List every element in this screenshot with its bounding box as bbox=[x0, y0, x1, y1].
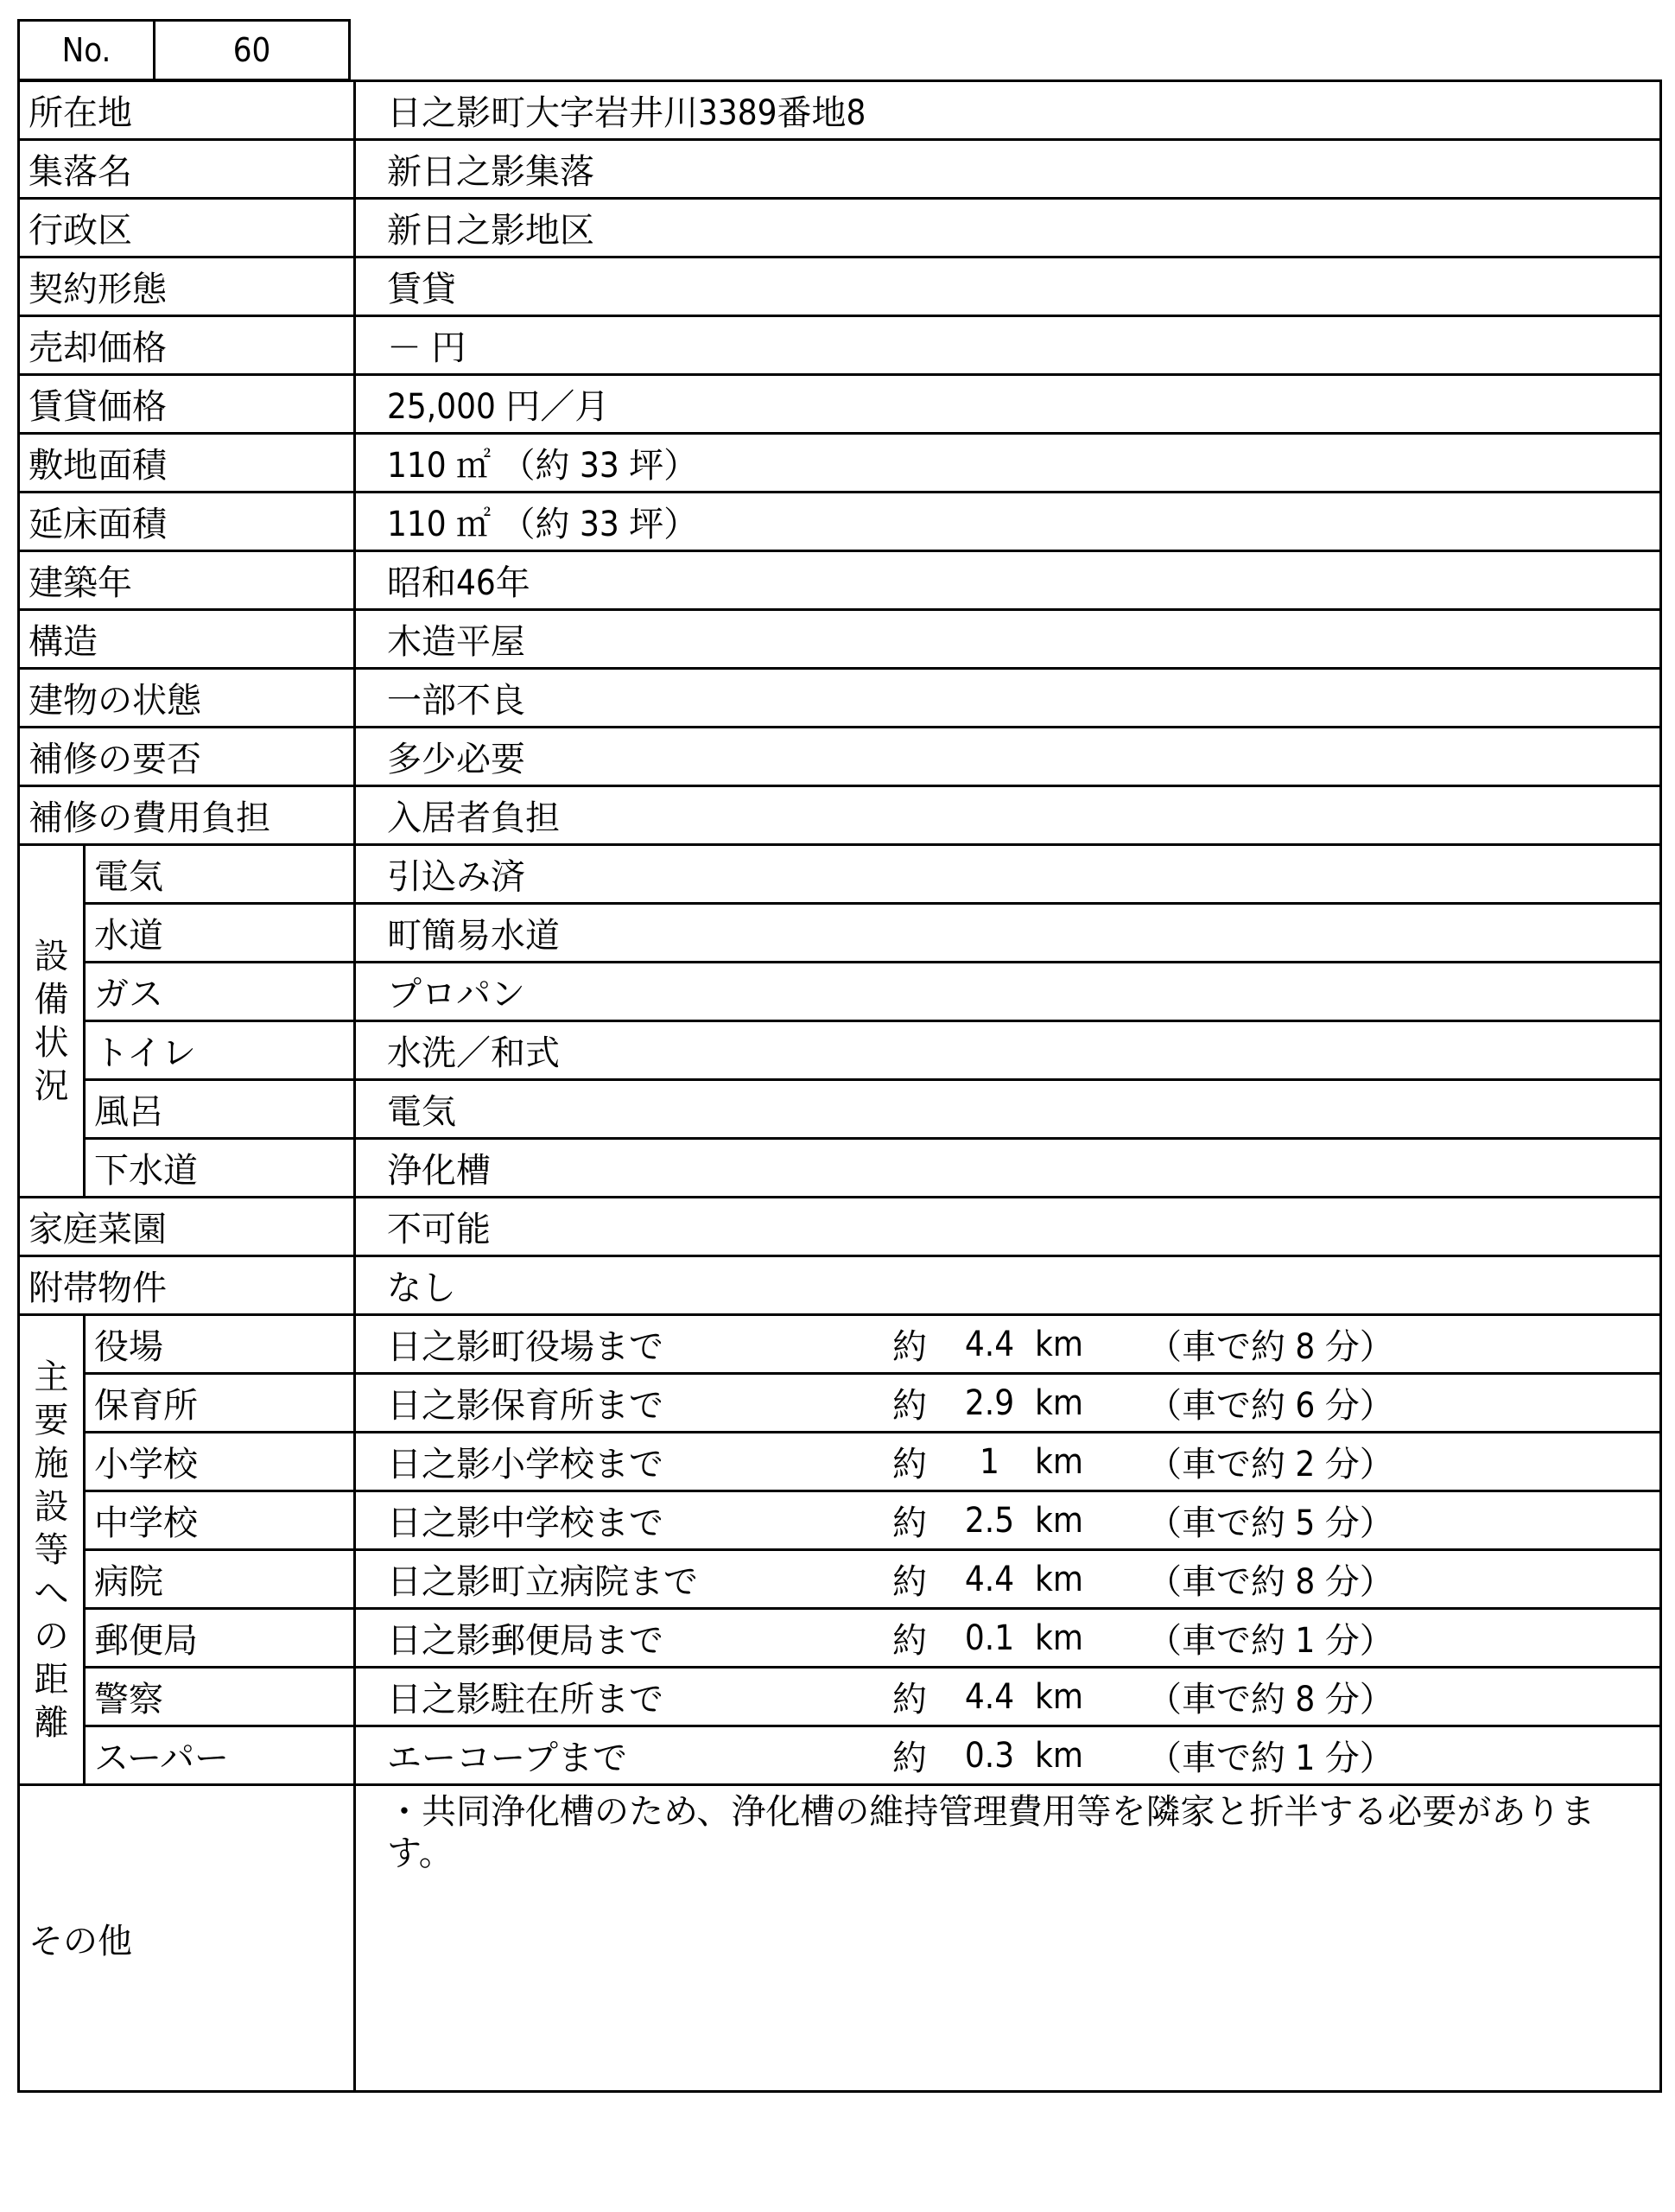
other-row bbox=[19, 1785, 1661, 2092]
facility-value: 電気 bbox=[355, 1080, 1661, 1139]
distance-drive-time: （車で約 8 分） bbox=[1147, 1327, 1394, 1367]
property-table bbox=[17, 79, 1662, 2093]
facility-row bbox=[19, 1021, 1661, 1080]
facility-value: 水洗／和式 bbox=[355, 1021, 1661, 1080]
facility-label: 風呂 bbox=[85, 1080, 355, 1139]
distance-value bbox=[355, 1491, 1661, 1550]
facility-label: トイレ bbox=[85, 1021, 355, 1080]
contract-type-row bbox=[19, 257, 1661, 316]
distance-drive-time: （車で約 1 分） bbox=[1147, 1738, 1394, 1778]
facility-label: 電気 bbox=[85, 845, 355, 904]
distance-unit: km bbox=[1035, 1559, 1083, 1599]
facility-row bbox=[19, 963, 1661, 1021]
distance-km: 4.4 bbox=[964, 1324, 1015, 1364]
distance-km: 1 bbox=[980, 1441, 999, 1482]
garden-row bbox=[19, 1198, 1661, 1256]
distance-label: 中学校 bbox=[85, 1491, 355, 1550]
location-label: 所在地 bbox=[19, 81, 355, 140]
facility-row bbox=[19, 1080, 1661, 1139]
distance-detail bbox=[387, 1727, 1659, 1783]
other-value bbox=[355, 1785, 1661, 2092]
distance-drive-time: （車で約 1 分） bbox=[1147, 1621, 1394, 1661]
facility-row bbox=[19, 845, 1661, 904]
annex-row bbox=[19, 1256, 1661, 1315]
repair-cost-label: 補修の費用負担 bbox=[19, 786, 355, 845]
facility-label: ガス bbox=[85, 963, 355, 1021]
distance-value bbox=[355, 1668, 1661, 1726]
annex-label: 附帯物件 bbox=[19, 1256, 355, 1315]
repair-cost-row bbox=[19, 786, 1661, 845]
sale-price-row bbox=[19, 316, 1661, 375]
distance-row bbox=[19, 1374, 1661, 1433]
land-area-label: 敷地面積 bbox=[19, 434, 355, 493]
facility-value: 浄化槽 bbox=[355, 1139, 1661, 1198]
distance-label: 病院 bbox=[85, 1550, 355, 1609]
facility-row bbox=[19, 904, 1661, 963]
settlement-label: 集落名 bbox=[19, 140, 355, 199]
distance-approx: 約 bbox=[892, 1503, 927, 1543]
distance-label: 保育所 bbox=[85, 1374, 355, 1433]
distance-unit: km bbox=[1035, 1618, 1083, 1658]
distance-row bbox=[19, 1609, 1661, 1668]
other-label: その他 bbox=[19, 1785, 355, 2092]
distance-unit: km bbox=[1035, 1676, 1083, 1717]
distance-row bbox=[19, 1550, 1661, 1609]
distance-label: 警察 bbox=[85, 1668, 355, 1726]
distance-destination: 日之影保育所まで bbox=[387, 1386, 663, 1426]
distance-approx: 約 bbox=[892, 1680, 927, 1719]
district-value: 新日之影地区 bbox=[355, 199, 1661, 257]
distance-km: 0.3 bbox=[964, 1735, 1015, 1776]
building-condition-row bbox=[19, 669, 1661, 728]
distance-row bbox=[19, 1433, 1661, 1491]
repair-need-value: 多少必要 bbox=[355, 728, 1661, 786]
distance-value bbox=[355, 1315, 1661, 1374]
distance-km: 4.4 bbox=[964, 1676, 1015, 1717]
location-row bbox=[19, 81, 1661, 140]
other-note: ・共同浄化槽のため、浄化槽の維持管理費用等を隣家と折半する必要があります。 bbox=[387, 1792, 1596, 1873]
rent-price-label: 賃貸価格 bbox=[19, 375, 355, 434]
distance-value bbox=[355, 1550, 1661, 1609]
facility-row bbox=[19, 1139, 1661, 1198]
settlement-value: 新日之影集落 bbox=[355, 140, 1661, 199]
distance-detail bbox=[387, 1669, 1659, 1725]
garden-value: 不可能 bbox=[355, 1198, 1661, 1256]
distance-unit: km bbox=[1035, 1735, 1083, 1776]
distance-label: 小学校 bbox=[85, 1433, 355, 1491]
distance-row bbox=[19, 1668, 1661, 1726]
distance-detail bbox=[387, 1316, 1659, 1372]
distance-km: 2.9 bbox=[964, 1382, 1015, 1423]
distance-value bbox=[355, 1433, 1661, 1491]
distance-drive-time: （車で約 8 分） bbox=[1147, 1680, 1394, 1719]
distance-value bbox=[355, 1726, 1661, 1785]
land-area-row bbox=[19, 434, 1661, 493]
rent-price-row bbox=[19, 375, 1661, 434]
floor-area-row bbox=[19, 493, 1661, 551]
distance-row bbox=[19, 1491, 1661, 1550]
distance-destination: エーコープまで bbox=[387, 1738, 627, 1778]
distance-approx: 約 bbox=[892, 1445, 927, 1484]
distance-km: 0.1 bbox=[964, 1618, 1015, 1658]
distance-detail bbox=[387, 1433, 1659, 1490]
garden-label: 家庭菜園 bbox=[19, 1198, 355, 1256]
distance-label: 郵便局 bbox=[85, 1609, 355, 1668]
distance-destination: 日之影小学校まで bbox=[387, 1445, 663, 1484]
facilities-group-text: 設備状況 bbox=[34, 936, 69, 1106]
facility-value: プロパン bbox=[355, 963, 1661, 1021]
contract-type-value: 賃貸 bbox=[355, 257, 1661, 316]
distance-unit: km bbox=[1035, 1382, 1083, 1423]
distance-row bbox=[19, 1315, 1661, 1374]
distance-unit: km bbox=[1035, 1500, 1083, 1541]
distance-drive-time: （車で約 2 分） bbox=[1147, 1445, 1394, 1484]
sale-price-label: 売却価格 bbox=[19, 316, 355, 375]
district-row bbox=[19, 199, 1661, 257]
distance-km: 2.5 bbox=[964, 1500, 1015, 1541]
distance-destination: 日之影中学校まで bbox=[387, 1503, 663, 1543]
distance-approx: 約 bbox=[892, 1738, 927, 1778]
distances-group-label bbox=[19, 1315, 85, 1785]
floor-area-value: 110 ㎡ （約 33 坪） bbox=[355, 493, 1661, 551]
distance-approx: 約 bbox=[892, 1327, 927, 1367]
distance-destination: 日之影駐在所まで bbox=[387, 1680, 663, 1719]
facility-label: 水道 bbox=[85, 904, 355, 963]
building-condition-label: 建物の状態 bbox=[19, 669, 355, 728]
distance-label: 役場 bbox=[85, 1315, 355, 1374]
contract-type-label: 契約形態 bbox=[19, 257, 355, 316]
distance-detail bbox=[387, 1375, 1659, 1431]
repair-need-label: 補修の要否 bbox=[19, 728, 355, 786]
distance-drive-time: （車で約 8 分） bbox=[1147, 1562, 1394, 1602]
distance-drive-time: （車で約 6 分） bbox=[1147, 1386, 1394, 1426]
distance-label: スーパー bbox=[85, 1726, 355, 1785]
built-year-label: 建築年 bbox=[19, 551, 355, 610]
distance-detail bbox=[387, 1551, 1659, 1607]
distance-approx: 約 bbox=[892, 1562, 927, 1602]
distance-unit: km bbox=[1035, 1324, 1083, 1364]
distance-destination: 日之影町役場まで bbox=[387, 1327, 663, 1367]
distance-value bbox=[355, 1374, 1661, 1433]
structure-row bbox=[19, 610, 1661, 669]
district-label: 行政区 bbox=[19, 199, 355, 257]
structure-label: 構造 bbox=[19, 610, 355, 669]
distance-destination: 日之影郵便局まで bbox=[387, 1621, 663, 1661]
distances-group-text: 主要施設等への距離 bbox=[34, 1357, 69, 1743]
distance-destination: 日之影町立病院まで bbox=[387, 1562, 698, 1602]
distance-detail bbox=[387, 1610, 1659, 1666]
number-box bbox=[17, 19, 351, 81]
facility-value: 引込み済 bbox=[355, 845, 1661, 904]
rent-price-value: 25,000 円／月 bbox=[355, 375, 1661, 434]
distance-drive-time: （車で約 5 分） bbox=[1147, 1503, 1394, 1543]
repair-cost-value: 入居者負担 bbox=[355, 786, 1661, 845]
facilities-group-label bbox=[19, 845, 85, 1198]
building-condition-value: 一部不良 bbox=[355, 669, 1661, 728]
structure-value: 木造平屋 bbox=[355, 610, 1661, 669]
number-label: No. bbox=[19, 21, 155, 80]
facility-label: 下水道 bbox=[85, 1139, 355, 1198]
distance-unit: km bbox=[1035, 1441, 1083, 1482]
sale-price-value: － 円 bbox=[355, 316, 1661, 375]
distance-approx: 約 bbox=[892, 1386, 927, 1426]
distance-value bbox=[355, 1609, 1661, 1668]
repair-need-row bbox=[19, 728, 1661, 786]
facility-value: 町簡易水道 bbox=[355, 904, 1661, 963]
floor-area-label: 延床面積 bbox=[19, 493, 355, 551]
built-year-row bbox=[19, 551, 1661, 610]
annex-value: なし bbox=[355, 1256, 1661, 1315]
distance-approx: 約 bbox=[892, 1621, 927, 1661]
distance-row bbox=[19, 1726, 1661, 1785]
settlement-row bbox=[19, 140, 1661, 199]
land-area-value: 110 ㎡ （約 33 坪） bbox=[355, 434, 1661, 493]
distance-detail bbox=[387, 1492, 1659, 1548]
distance-km: 4.4 bbox=[964, 1559, 1015, 1599]
built-year-value: 昭和46年 bbox=[355, 551, 1661, 610]
location-value: 日之影町大字岩井川3389番地8 bbox=[355, 81, 1661, 140]
number-value: 60 bbox=[155, 21, 350, 80]
